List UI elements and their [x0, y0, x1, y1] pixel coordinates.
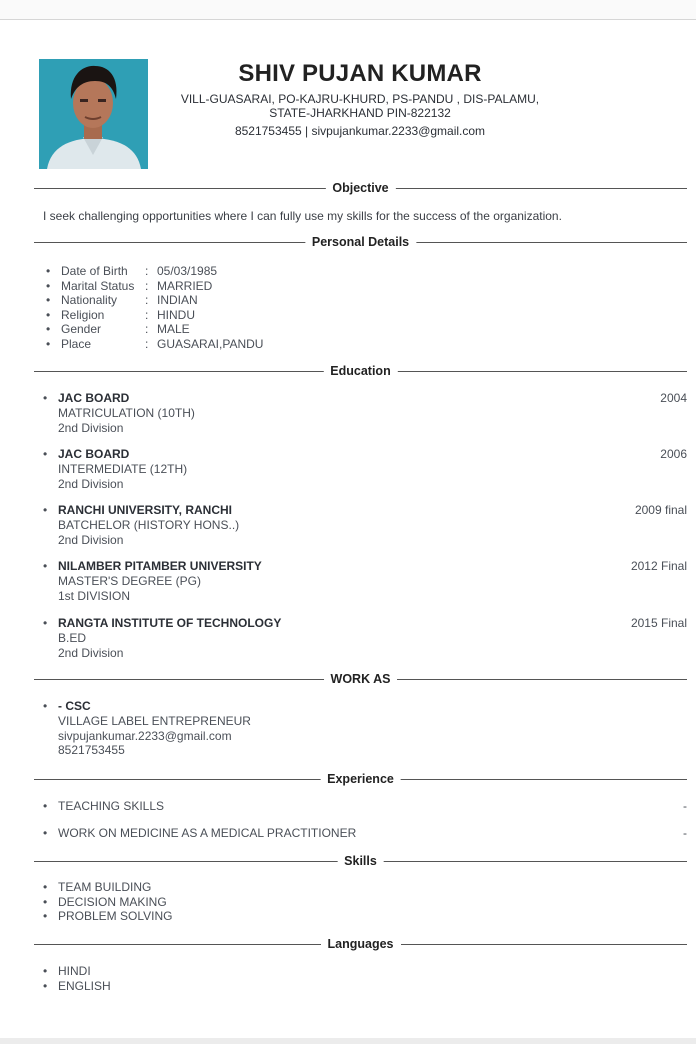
education-year: 2015 Final: [630, 616, 687, 630]
education-entry: • RANCHI UNIVERSITY, RANCHI BATCHELOR (HISTORY HONS..) 2nd Division 2009 final: [43, 503, 687, 547]
section-title: WORK AS: [324, 671, 398, 687]
section-work-as: [34, 671, 687, 687]
work-email: sivpujankumar.2233@gmail.com: [58, 728, 232, 743]
address-line-2: STATE-JHARKHAND PIN-822132: [269, 106, 451, 120]
objective-text: I seek challenging opportunities where I can fully use my skills for the success of the organization.: [43, 209, 562, 223]
education-year: 2006: [660, 447, 687, 461]
list-item: • Place : GUASARAI,PANDU: [46, 337, 263, 352]
experience-dash: -: [683, 799, 687, 813]
education-result: 2nd Division: [58, 476, 124, 491]
address: [150, 92, 570, 120]
list-item: • TEAM BUILDING: [43, 880, 172, 895]
work-entry: • - CSC VILLAGE LABEL ENTREPRENEUR sivpujankumar.2233@gmail.com 8521753455: [43, 699, 687, 758]
work-title: - CSC: [58, 699, 91, 713]
section-title: Education: [323, 363, 397, 379]
education-course: B.ED: [58, 630, 87, 645]
section-personal-details: [34, 234, 687, 250]
experience-dash: -: [683, 826, 687, 840]
education-result: 1st DIVISION: [58, 588, 131, 603]
list-item: • PROBLEM SOLVING: [43, 909, 172, 924]
list-item: • Gender : MALE: [46, 322, 263, 337]
section-languages: [34, 936, 687, 952]
address-line-1: VILL-GUASARAI, PO-KAJRU-KHURD, PS-PANDU , DIS-PALAMU,: [180, 92, 540, 106]
list-item: • Date of Birth : 05/03/1985: [46, 264, 263, 279]
section-objective: [34, 180, 687, 196]
list-item: • Religion : HINDU: [46, 308, 263, 323]
education-institution: RANCHI UNIVERSITY, RANCHI: [58, 503, 233, 517]
section-title: Skills: [337, 853, 384, 869]
section-title: Objective: [325, 180, 395, 196]
list-item: • HINDI: [43, 964, 111, 979]
education-institution: RANGTA INSTITUTE OF TECHNOLOGY: [58, 616, 282, 630]
contact-line: 8521753455 | sivpujankumar.2233@gmail.com: [234, 124, 486, 138]
skills-list: [43, 880, 172, 924]
bottom-band: [0, 1038, 696, 1044]
experience-item: • TEACHING SKILLS -: [43, 799, 687, 813]
experience-text: WORK ON MEDICINE AS A MEDICAL PRACTITIONER: [58, 826, 357, 840]
list-item: • Marital Status : MARRIED: [46, 279, 263, 294]
education-year: 2012 Final: [630, 559, 687, 573]
education-course: MASTER'S DEGREE (PG): [58, 573, 201, 588]
education-result: 2nd Division: [58, 532, 124, 547]
education-entry: • NILAMBER PITAMBER UNIVERSITY MASTER'S DEGREE (PG) 1st DIVISION 2012 Final: [43, 559, 687, 603]
section-education: [34, 363, 687, 379]
list-item: • Nationality : INDIAN: [46, 293, 263, 308]
section-title: Personal Details: [305, 234, 416, 250]
top-toolbar-strip: [0, 0, 696, 20]
work-phone: 8521753455: [58, 743, 125, 758]
education-entry: • JAC BOARD INTERMEDIATE (12TH) 2nd Division 2006: [43, 447, 687, 491]
languages-list: [43, 964, 111, 993]
education-institution: JAC BOARD: [58, 447, 130, 461]
education-result: 2nd Division: [58, 645, 124, 660]
list-item: • ENGLISH: [43, 979, 111, 994]
experience-text: TEACHING SKILLS: [58, 799, 165, 813]
experience-item: • WORK ON MEDICINE AS A MEDICAL PRACTITIONER -: [43, 826, 687, 840]
section-skills: [34, 853, 687, 869]
education-course: BATCHELOR (HISTORY HONS..): [58, 517, 240, 532]
section-experience: [34, 771, 687, 787]
education-institution: NILAMBER PITAMBER UNIVERSITY: [58, 559, 262, 573]
profile-photo: [39, 59, 148, 169]
education-year: 2009 final: [634, 503, 687, 517]
education-result: 2nd Division: [58, 420, 124, 435]
education-course: MATRICULATION (10TH): [58, 405, 195, 420]
personal-details-list: [46, 264, 263, 351]
list-item: • DECISION MAKING: [43, 895, 172, 910]
education-course: INTERMEDIATE (12TH): [58, 461, 188, 476]
education-institution: JAC BOARD: [58, 391, 130, 405]
education-year: 2004: [660, 391, 687, 405]
education-entry: • JAC BOARD MATRICULATION (10TH) 2nd Division 2004: [43, 391, 687, 435]
work-role: VILLAGE LABEL ENTREPRENEUR: [58, 713, 251, 728]
section-title: Experience: [320, 771, 401, 787]
candidate-name: SHIV PUJAN KUMAR: [238, 60, 482, 87]
education-entry: • RANGTA INSTITUTE OF TECHNOLOGY B.ED 2nd Division 2015 Final: [43, 616, 687, 660]
section-title: Languages: [321, 936, 401, 952]
